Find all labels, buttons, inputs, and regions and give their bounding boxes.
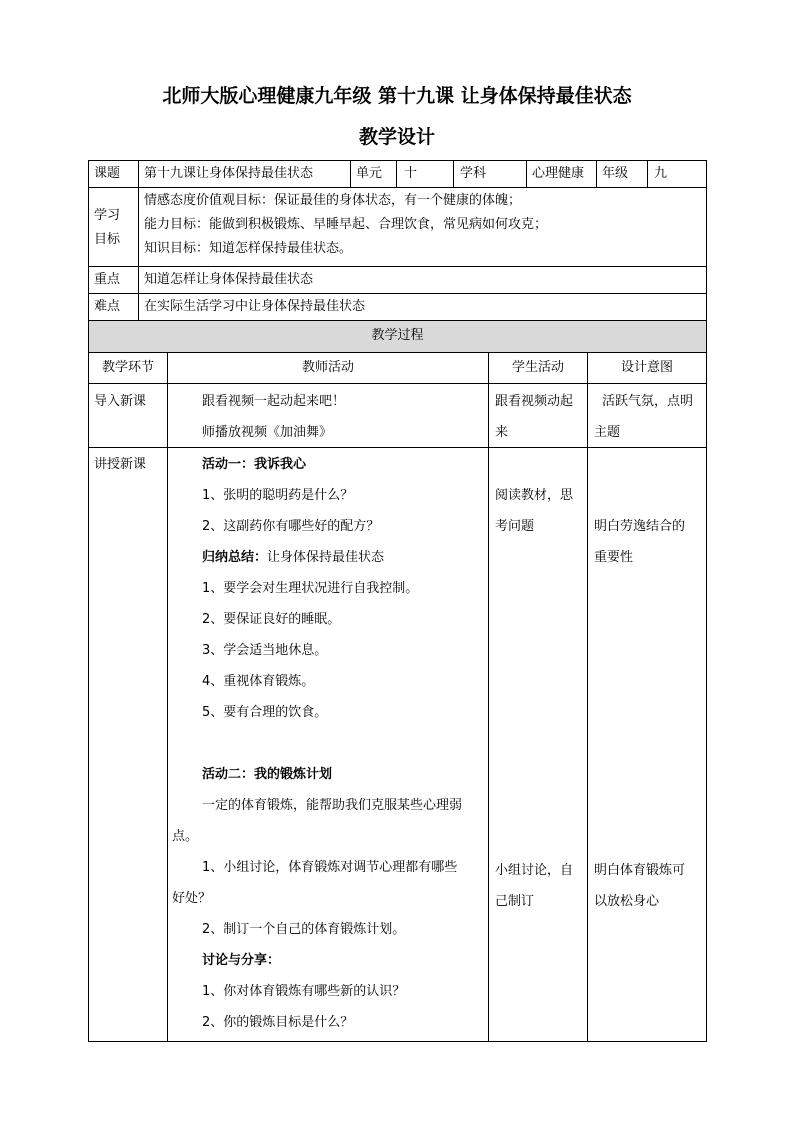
table-border-top — [88, 160, 707, 161]
table-rule — [488, 352, 489, 1042]
lecture-stage: 讲授新课 — [94, 457, 147, 472]
lecture-student-line: 小组讨论，自 — [495, 863, 574, 878]
goal-item: 情感态度价值观目标：保证最佳的身体状态，有一个健康的体魄； — [144, 193, 522, 208]
table-rule — [647, 160, 648, 187]
activity1-question: 2、这副药你有哪些好的配方？ — [202, 519, 380, 534]
lecture-student-1 — [495, 480, 587, 542]
summary-item: 4、重视体育锻炼。 — [202, 674, 315, 689]
table-border-left — [88, 160, 89, 1042]
discuss-question: 2、你的锻炼目标是什么？ — [202, 1015, 354, 1030]
activity2-question: 1、小组讨论，体育锻炼对调节心理都有哪些 — [202, 860, 458, 875]
grade-label: 年级 — [602, 166, 629, 181]
table-rule — [88, 352, 707, 353]
lecture-intent-line: 以放松身心 — [594, 894, 660, 909]
table-rule — [138, 160, 139, 320]
summary-heading — [172, 542, 486, 573]
goal-item: 知识目标：知道怎样保持最佳状态。 — [144, 241, 353, 256]
table-rule — [88, 320, 707, 321]
intro-teacher-line: 跟看视频一起动起来吧！ — [202, 394, 346, 409]
lecture-intent-2 — [594, 855, 706, 917]
difficulty-label: 难点 — [94, 299, 121, 314]
activity2-intro: 一定的体育锻炼，能帮助我们克服某些心理弱 — [202, 798, 463, 813]
intro-student — [495, 386, 587, 448]
lecture-intent-1 — [594, 511, 706, 573]
summary-item: 5、要有合理的饮食。 — [202, 705, 328, 720]
goal-item: 能力目标：能做到积极锻炼、早睡早起、合理饮食，常见病如何攻克； — [144, 217, 548, 232]
activity2-title: 活动二：我的锻炼计划 — [202, 767, 333, 782]
goals-label-line: 目标 — [94, 232, 121, 247]
table-rule — [88, 266, 707, 267]
intro-intent-line: 主题 — [594, 425, 621, 440]
table-rule — [88, 293, 707, 294]
table-rule — [88, 187, 707, 188]
summary-item: 3、学会适当地休息。 — [202, 643, 328, 658]
intro-teacher-line: 师播放视频《加油舞》 — [202, 425, 333, 440]
intro-intent — [594, 386, 706, 448]
intro-student-line: 跟看视频动起 — [495, 394, 574, 409]
lecture-intent-line: 明白劳逸结合的 — [594, 519, 686, 534]
goals-label-line: 学习 — [94, 208, 121, 223]
table-rule — [596, 160, 597, 187]
table-rule — [526, 160, 527, 187]
table-rule — [453, 160, 454, 187]
process-header: 教学过程 — [371, 328, 424, 343]
lecture-student-line: 阅读教材，思 — [495, 488, 574, 503]
table-rule — [396, 160, 397, 187]
column-header-intent: 设计意图 — [620, 360, 673, 375]
lecture-student-2 — [495, 855, 587, 917]
key-label: 重点 — [94, 272, 121, 287]
lecture-student-line: 考问题 — [495, 519, 535, 534]
intro-intent-line: 活跃气氛，点明 — [602, 394, 694, 409]
blank-line — [172, 728, 486, 759]
summary-text: 让身体保持最佳状态 — [267, 550, 385, 565]
table-rule — [350, 160, 351, 187]
table-rule — [587, 352, 588, 1042]
lecture-intent-line: 明白体育锻炼可 — [594, 863, 686, 878]
column-header-teacher: 教师活动 — [301, 360, 354, 375]
lecture-teacher — [172, 449, 486, 1039]
intro-student-line: 来 — [495, 425, 509, 440]
discuss-question: 1、你对体育锻炼有哪些新的认识？ — [202, 984, 406, 999]
activity1-question: 1、张明的聪明药是什么？ — [202, 488, 354, 503]
activity2-question: 2、制订一个自己的体育锻炼计划。 — [202, 922, 406, 937]
table-border-bottom — [88, 1041, 707, 1042]
discuss-title: 讨论与分享： — [202, 953, 281, 968]
document-title: 北师大版心理健康九年级 第十九课 让身体保持最佳状态 — [162, 85, 632, 107]
summary-item: 2、要保证良好的睡眠。 — [202, 612, 341, 627]
goals-label — [94, 204, 138, 254]
lecture-intent-line: 重要性 — [594, 550, 634, 565]
table-border-right — [706, 160, 707, 1042]
goals-list — [144, 189, 704, 265]
activity2-question: 好处？ — [172, 891, 212, 906]
column-header-student: 学生活动 — [511, 360, 564, 375]
column-header-stage: 教学环节 — [101, 360, 154, 375]
intro-teacher — [202, 386, 486, 448]
key-value: 知道怎样让身体保持最佳状态 — [144, 272, 314, 287]
topic-label: 课题 — [94, 166, 121, 181]
activity1-title: 活动一：我诉我心 — [202, 457, 307, 472]
activity2-intro: 点。 — [172, 829, 199, 844]
subject-value: 心理健康 — [532, 166, 585, 181]
unit-value: 十 — [404, 166, 418, 181]
topic-value: 第十九课让身体保持最佳状态 — [144, 166, 314, 181]
table-rule — [167, 352, 168, 1042]
difficulty-value: 在实际生活学习中让身体保持最佳状态 — [144, 299, 366, 314]
lecture-student-line: 己制订 — [495, 894, 535, 909]
subject-label: 学科 — [460, 166, 487, 181]
table-rule — [88, 383, 707, 384]
grade-value: 九 — [654, 166, 668, 181]
document-subtitle: 教学设计 — [358, 126, 435, 148]
summary-item: 1、要学会对生理状况进行自我控制。 — [202, 581, 419, 596]
summary-label: 归纳总结： — [202, 550, 268, 565]
unit-label: 单元 — [356, 166, 383, 181]
intro-stage: 导入新课 — [94, 394, 147, 409]
